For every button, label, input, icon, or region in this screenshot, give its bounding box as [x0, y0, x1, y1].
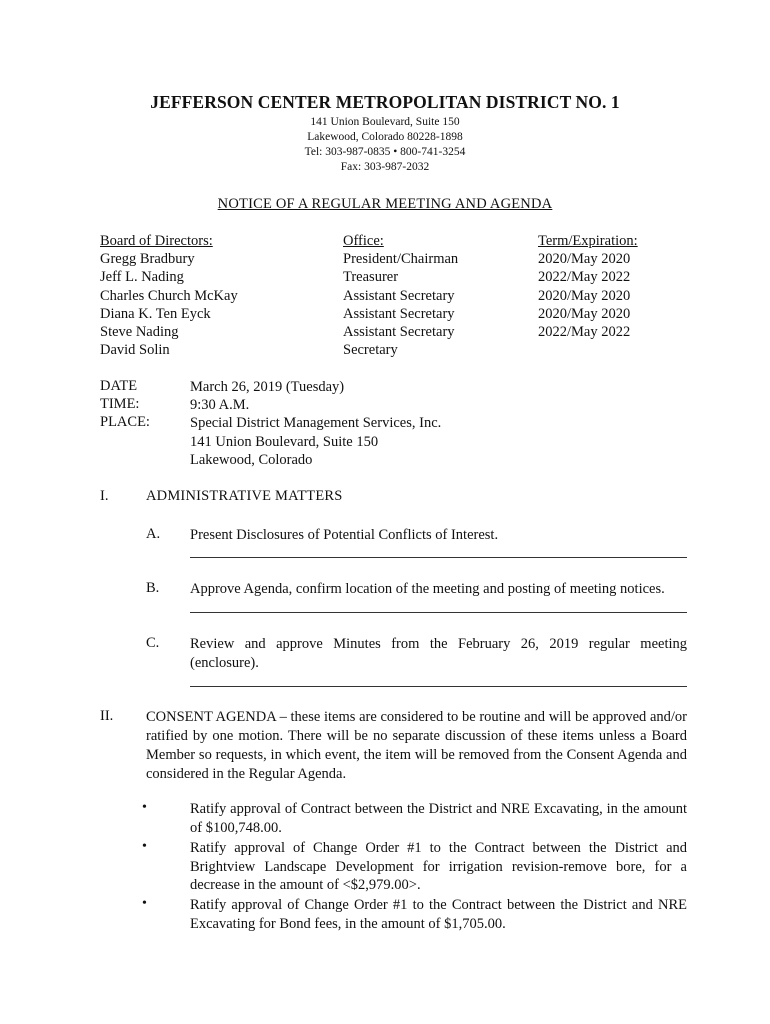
item-c-text: Review and approve Minutes from the February 26, 2019 regular meeting (enclosure). [190, 636, 687, 671]
board-member-office: Assistant Secretary [343, 287, 455, 304]
consent-item: Ratify approval of Contract between the District and NRE Excavating, in the amount of $100,748.00. [190, 801, 687, 836]
board-term-column [538, 232, 638, 341]
board-member-name: Jeff L. Nading [100, 269, 184, 286]
board-member-term: 2020/May 2020 [538, 305, 631, 322]
consent-item: Ratify approval of Change Order #1 to the Contract between the District and Brightview Landscape Development for irrigation revision-remove bore, for a decrease in the amount of <$2,979.00>. [190, 840, 687, 893]
notes-line [190, 686, 687, 687]
time-value: 9:30 A.M. [190, 397, 250, 413]
board-member-name: Charles Church McKay [100, 287, 238, 304]
place-label: PLACE: [100, 414, 150, 430]
item-b-letter: B. [146, 580, 160, 596]
notice-title: NOTICE OF A REGULAR MEETING AND AGENDA [217, 196, 553, 212]
board-member-name: Gregg Bradbury [100, 251, 195, 268]
board-member-office: Treasurer [343, 269, 399, 286]
board-member-office: President/Chairman [343, 251, 459, 268]
notes-line [190, 557, 687, 558]
phone-line: Tel: 303-987-0835 • 800-741-3254 [304, 146, 466, 158]
board-office-column [343, 232, 458, 359]
item-a-letter: A. [146, 526, 161, 542]
place-line-1: Special District Management Services, Inc. [190, 415, 442, 431]
board-member-office: Assistant Secretary [343, 324, 455, 341]
board-member-name: Steve Nading [100, 324, 179, 341]
board-member-name: Diana K. Ten Eyck [100, 305, 211, 322]
place-line-3: Lakewood, Colorado [190, 452, 313, 468]
notes-line [190, 612, 687, 613]
board-member-term: 2020/May 2020 [538, 251, 631, 268]
bullet-icon: • [142, 896, 147, 911]
time-label: TIME: [100, 396, 140, 412]
address-line-1: 141 Union Boulevard, Suite 150 [310, 116, 460, 128]
board-member-term: 2022/May 2022 [538, 269, 631, 286]
item-c-letter: C. [146, 635, 160, 651]
board-header: Board of Directors: [100, 233, 213, 249]
consent-item: Ratify approval of Change Order #1 to the Contract between the District and NRE Excavating for Bond fees, in the amount of $1,705.00. [190, 897, 687, 932]
consent-agenda-intro: CONSENT AGENDA – these items are considered to be routine and will be approved and/or ratified by one motion. There will be no separate discussion of these items unless a Board Member so requests, in which event, the item will be removed from the Consent Agenda and considered in the Regular Agenda. [146, 709, 687, 782]
date-label: DATE [100, 378, 138, 394]
board-member-term: 2022/May 2022 [538, 324, 631, 341]
board-names-column [100, 232, 238, 359]
address-line-2: Lakewood, Colorado 80228-1898 [307, 131, 463, 143]
section-1-title: ADMINISTRATIVE MATTERS [146, 488, 343, 504]
item-b-text: Approve Agenda, confirm location of the meeting and posting of meeting notices. [190, 581, 665, 597]
board-member-term: 2020/May 2020 [538, 287, 631, 304]
board-member-office: Assistant Secretary [343, 305, 455, 322]
bullet-icon: • [142, 800, 147, 815]
place-line-2: 141 Union Boulevard, Suite 150 [190, 433, 379, 450]
board-member-office: Secretary [343, 342, 398, 359]
district-name-heading: JEFFERSON CENTER METROPOLITAN DISTRICT NO. 1 [150, 92, 620, 112]
item-a-text: Present Disclosures of Potential Conflicts of Interest. [190, 527, 499, 543]
section-2-number: II. [100, 708, 114, 724]
date-value: March 26, 2019 (Tuesday) [190, 379, 345, 395]
fax-line: Fax: 303-987-2032 [340, 161, 430, 173]
board-member-name: David Solin [100, 342, 170, 359]
bullet-icon: • [142, 839, 147, 854]
office-header: Office: [343, 233, 384, 249]
term-header: Term/Expiration: [538, 233, 638, 249]
section-1-number: I. [100, 488, 109, 504]
